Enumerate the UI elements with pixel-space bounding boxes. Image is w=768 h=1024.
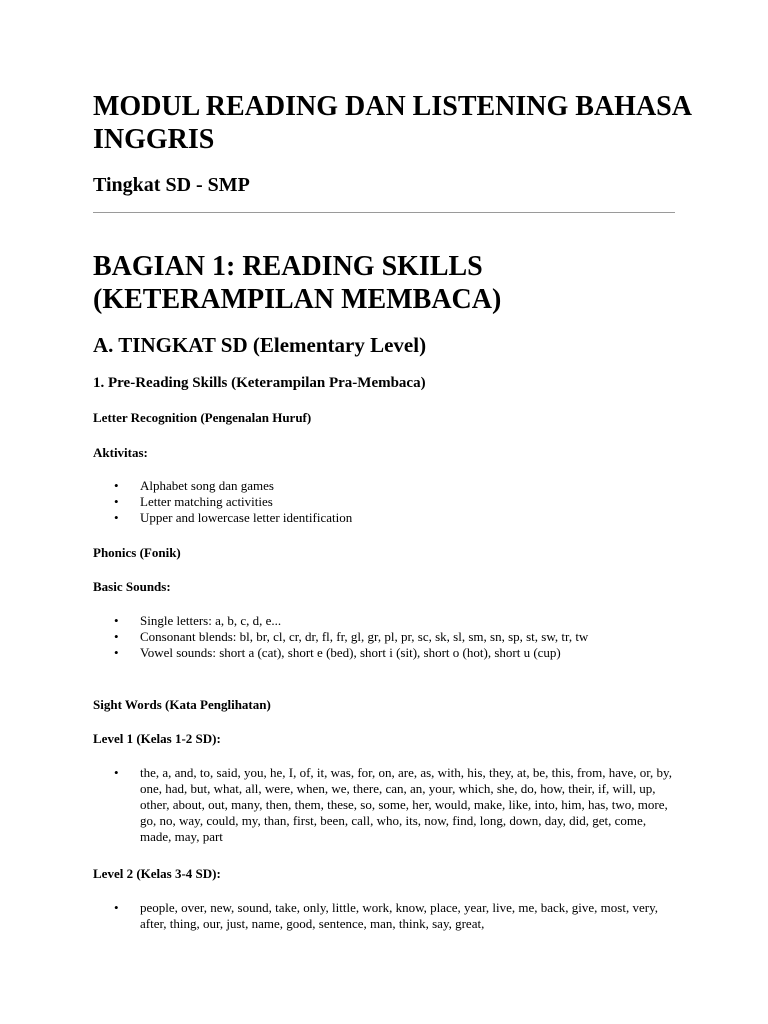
- part-heading: BAGIAN 1: READING SKILLS (KETERAMPILAN MEMBACA): [93, 251, 502, 315]
- list-item: • Letter matching activities: [93, 494, 675, 510]
- basic-sounds-list: [93, 613, 675, 661]
- phonics-heading: Phonics (Fonik): [93, 545, 181, 560]
- list-item: • Upper and lowercase letter identification: [93, 510, 675, 526]
- subsection-heading: 1. Pre-Reading Skills (Keterampilan Pra-Membaca): [93, 375, 426, 391]
- activities-label: Aktivitas:: [93, 445, 148, 460]
- list-item: • the, a, and, to, said, you, he, I, of, it, was, for, on, are, as, with, his, they, at, be, this, from, have, or, by, one, had, but, what, all, were, when, we, there, can, an, your, which, she, do, how, their, if, will, up, other, about, out, many, then, them, these, so, some, her, would, make, like, into, him, has, two, more, go, no, way, could, my, than, first, been, call, who, its, now, find, long, down, day, did, get, come, made, may, part: [93, 765, 675, 845]
- list-item: • Single letters: a, b, c, d, e...: [93, 613, 675, 629]
- level-2-label: Level 2 (Kelas 3-4 SD):: [93, 866, 221, 881]
- letter-recognition-heading: Letter Recognition (Pengenalan Huruf): [93, 410, 312, 425]
- section-heading: A. TINGKAT SD (Elementary Level): [93, 333, 427, 357]
- level-1-words-list: [93, 765, 675, 845]
- list-item: • people, over, new, sound, take, only, little, work, know, place, year, live, me, back, give, most, very, after, thing, our, just, name, good, sentence, man, think, say, great,: [93, 900, 675, 932]
- document-title: MODUL READING DAN LISTENING BAHASA INGGRIS: [93, 91, 691, 155]
- horizontal-divider: [93, 212, 675, 213]
- basic-sounds-label: Basic Sounds:: [93, 579, 171, 594]
- list-item: • Alphabet song dan games: [93, 478, 675, 494]
- sight-words-heading: Sight Words (Kata Penglihatan): [93, 697, 271, 712]
- document-subtitle: Tingkat SD - SMP: [93, 174, 250, 196]
- activities-list: [93, 478, 675, 526]
- list-item: • Consonant blends: bl, br, cl, cr, dr, fl, fr, gl, gr, pl, pr, sc, sk, sl, sm, sn, sp, st, sw, tr, tw: [93, 629, 675, 645]
- level-1-label: Level 1 (Kelas 1-2 SD):: [93, 731, 221, 746]
- list-item: • Vowel sounds: short a (cat), short e (bed), short i (sit), short o (hot), short u (cup): [93, 645, 675, 661]
- level-2-words-list: [93, 900, 675, 932]
